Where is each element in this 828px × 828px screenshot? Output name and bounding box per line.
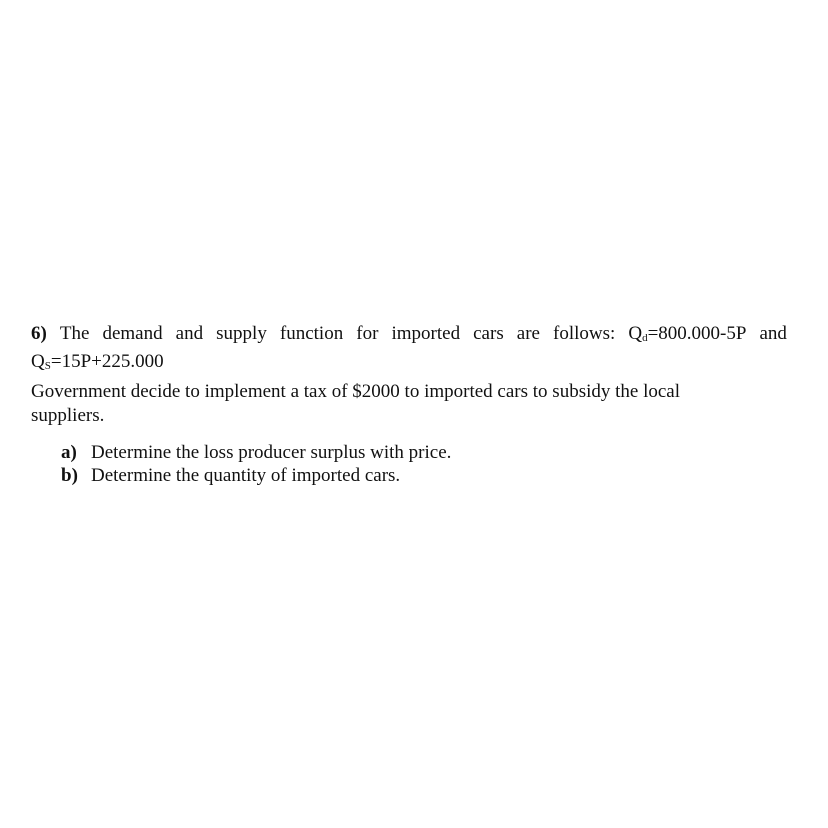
word: and: [175, 323, 204, 344]
qd-expression: =800.000-5P: [647, 323, 747, 344]
word: follows:: [553, 323, 616, 344]
qs-symbol: Q: [31, 351, 45, 372]
qs-expression: =15P+225.000: [50, 351, 164, 372]
word: and: [759, 323, 787, 344]
list-item: [61, 441, 451, 464]
tax-paragraph-line-1: Government decide to implement a tax of $2000 to imported cars to subsidy the local: [31, 381, 681, 402]
item-marker: a): [61, 442, 77, 463]
item-marker: b): [61, 465, 78, 486]
sub-question-list: [61, 441, 451, 487]
tax-paragraph: [31, 380, 791, 428]
list-item: [61, 464, 451, 487]
qd-symbol: Q: [628, 323, 643, 344]
word: demand: [102, 323, 163, 344]
word: supply: [216, 323, 267, 344]
word: imported: [391, 323, 461, 344]
qd-subscript: d: [642, 332, 648, 344]
item-text: Determine the quantity of imported cars.: [91, 465, 401, 486]
word: The: [59, 323, 90, 344]
question-line-2: [31, 350, 787, 378]
supply-function: [31, 351, 164, 372]
qs-subscript: S: [44, 360, 51, 372]
item-text: Determine the loss producer surplus with price.: [91, 442, 452, 463]
demand-function: [628, 322, 746, 350]
word: for: [356, 323, 379, 344]
word: cars: [473, 323, 504, 344]
word: are: [516, 323, 540, 344]
question-number: 6): [31, 323, 47, 344]
tax-paragraph-line-2: suppliers.: [31, 405, 105, 426]
question-block: [31, 322, 787, 378]
question-line-1: [31, 322, 787, 350]
word: function: [279, 323, 344, 344]
